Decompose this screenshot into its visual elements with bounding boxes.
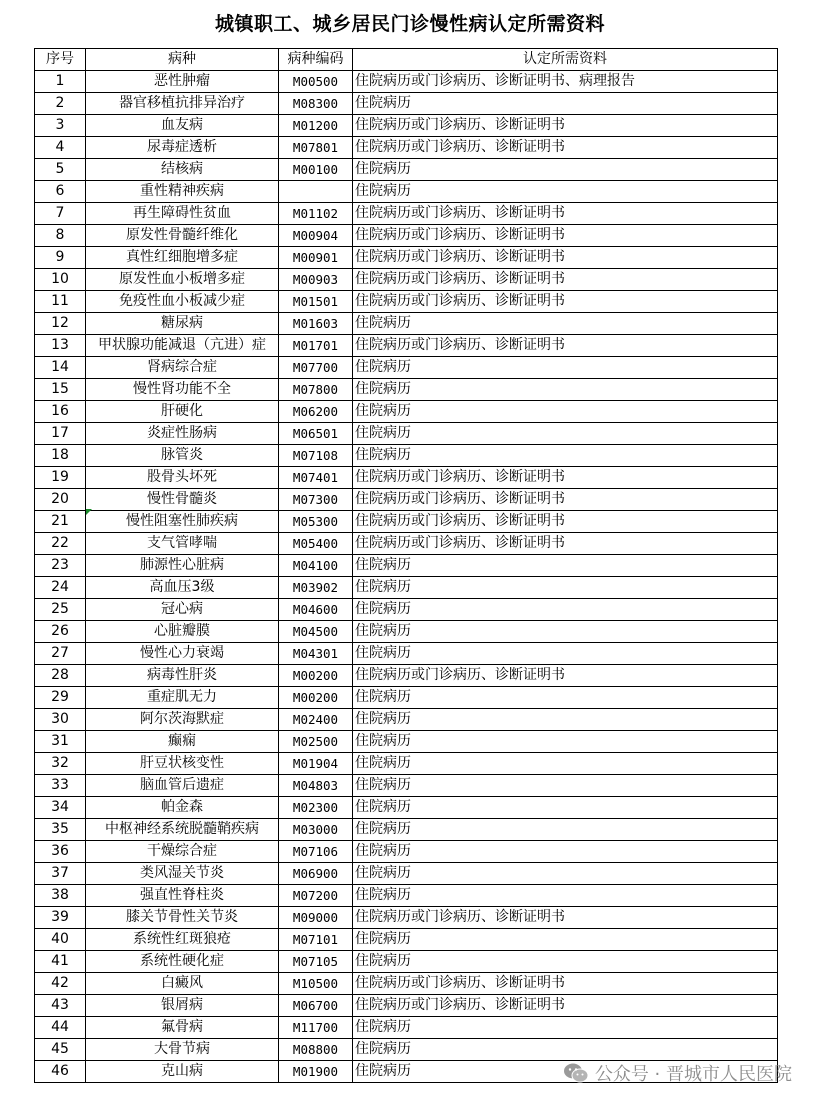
row-index: 22 xyxy=(35,533,86,555)
disease-code: M08300 xyxy=(279,93,353,115)
disease-name: 结核病 xyxy=(86,159,279,181)
disease-name: 系统性硬化症 xyxy=(86,951,279,973)
row-index: 28 xyxy=(35,665,86,687)
required-materials: 住院病历 xyxy=(353,951,778,973)
required-materials: 住院病历 xyxy=(353,379,778,401)
watermark xyxy=(563,1060,792,1086)
table-row xyxy=(35,445,778,467)
disease-code: M04100 xyxy=(279,555,353,577)
table-row xyxy=(35,973,778,995)
table-row xyxy=(35,93,778,115)
disease-name: 干燥综合症 xyxy=(86,841,279,863)
row-index: 4 xyxy=(35,137,86,159)
table-row xyxy=(35,511,778,533)
watermark-text: 公众号 · 晋城市人民医院 xyxy=(594,1064,792,1085)
disease-name: 银屑病 xyxy=(86,995,279,1017)
required-materials: 住院病历 xyxy=(353,181,778,203)
required-materials: 住院病历或门诊病历、诊断证明书 xyxy=(353,533,778,555)
table-row xyxy=(35,929,778,951)
disease-name: 慢性阻塞性肺疾病 xyxy=(86,511,279,533)
row-index: 10 xyxy=(35,269,86,291)
disease-name: 再生障碍性贫血 xyxy=(86,203,279,225)
table-row xyxy=(35,665,778,687)
disease-code: M07106 xyxy=(279,841,353,863)
disease-name: 心脏瓣膜 xyxy=(86,621,279,643)
row-index: 43 xyxy=(35,995,86,1017)
disease-code: M00904 xyxy=(279,225,353,247)
required-materials: 住院病历 xyxy=(353,423,778,445)
row-index: 21 xyxy=(35,511,86,533)
required-materials: 住院病历或门诊病历、诊断证明书 xyxy=(353,247,778,269)
table-row xyxy=(35,115,778,137)
disease-name: 支气管哮喘 xyxy=(86,533,279,555)
disease-name: 克山病 xyxy=(86,1061,279,1083)
table-row xyxy=(35,951,778,973)
disease-name: 慢性肾功能不全 xyxy=(86,379,279,401)
disease-code: M04803 xyxy=(279,775,353,797)
required-materials: 住院病历 xyxy=(353,819,778,841)
row-index: 6 xyxy=(35,181,86,203)
disease-name: 肝豆状核变性 xyxy=(86,753,279,775)
disease-name: 甲状腺功能减退（亢进）症 xyxy=(86,335,279,357)
table-row xyxy=(35,643,778,665)
disease-code: M01603 xyxy=(279,313,353,335)
row-index: 18 xyxy=(35,445,86,467)
row-index: 29 xyxy=(35,687,86,709)
table-row xyxy=(35,291,778,313)
table-row xyxy=(35,203,778,225)
row-index: 31 xyxy=(35,731,86,753)
required-materials: 住院病历 xyxy=(353,841,778,863)
row-index: 15 xyxy=(35,379,86,401)
table-row xyxy=(35,1039,778,1061)
disease-code: M03902 xyxy=(279,577,353,599)
table-row xyxy=(35,181,778,203)
table-row xyxy=(35,1017,778,1039)
row-index: 14 xyxy=(35,357,86,379)
header-materials: 认定所需资料 xyxy=(353,49,778,71)
required-materials: 住院病历 xyxy=(353,357,778,379)
disease-name: 慢性心力衰竭 xyxy=(86,643,279,665)
disease-code: M01501 xyxy=(279,291,353,313)
row-index: 13 xyxy=(35,335,86,357)
row-index: 5 xyxy=(35,159,86,181)
required-materials: 住院病历或门诊病历、诊断证明书 xyxy=(353,995,778,1017)
required-materials: 住院病历或门诊病历、诊断证明书 xyxy=(353,115,778,137)
disease-code: M00100 xyxy=(279,159,353,181)
required-materials: 住院病历 xyxy=(353,643,778,665)
required-materials: 住院病历或门诊病历、诊断证明书 xyxy=(353,291,778,313)
document-title: 城镇职工、城乡居民门诊慢性病认定所需资料 xyxy=(214,13,605,35)
disease-name: 大骨节病 xyxy=(86,1039,279,1061)
required-materials: 住院病历 xyxy=(353,599,778,621)
row-index: 12 xyxy=(35,313,86,335)
disease-code: M11700 xyxy=(279,1017,353,1039)
disease-code: M02400 xyxy=(279,709,353,731)
required-materials: 住院病历或门诊病历、诊断证明书 xyxy=(353,907,778,929)
required-materials: 住院病历或门诊病历、诊断证明书 xyxy=(353,335,778,357)
table-row xyxy=(35,819,778,841)
table-row xyxy=(35,247,778,269)
disease-code: M07300 xyxy=(279,489,353,511)
required-materials: 住院病历 xyxy=(353,709,778,731)
table-row xyxy=(35,753,778,775)
row-index: 38 xyxy=(35,885,86,907)
cell-comment-marker xyxy=(86,509,92,515)
row-index: 26 xyxy=(35,621,86,643)
disease-code xyxy=(279,181,353,203)
table-row xyxy=(35,423,778,445)
disease-name: 癫痫 xyxy=(86,731,279,753)
required-materials: 住院病历 xyxy=(353,93,778,115)
row-index: 7 xyxy=(35,203,86,225)
row-index: 46 xyxy=(35,1061,86,1083)
required-materials: 住院病历或门诊病历、诊断证明书 xyxy=(353,665,778,687)
disease-name: 股骨头坏死 xyxy=(86,467,279,489)
required-materials: 住院病历 xyxy=(353,313,778,335)
disease-name: 氟骨病 xyxy=(86,1017,279,1039)
header-disease: 病种 xyxy=(86,49,279,71)
row-index: 25 xyxy=(35,599,86,621)
disease-name: 炎症性肠病 xyxy=(86,423,279,445)
header-code: 病种编码 xyxy=(279,49,353,71)
disease-name: 肝硬化 xyxy=(86,401,279,423)
disease-name: 系统性红斑狼疮 xyxy=(86,929,279,951)
disease-code: M01904 xyxy=(279,753,353,775)
disease-code: M00200 xyxy=(279,687,353,709)
disease-code: M06900 xyxy=(279,863,353,885)
row-index: 2 xyxy=(35,93,86,115)
row-index: 8 xyxy=(35,225,86,247)
disease-name: 白癜风 xyxy=(86,973,279,995)
table-row xyxy=(35,379,778,401)
disease-name: 脉管炎 xyxy=(86,445,279,467)
row-index: 35 xyxy=(35,819,86,841)
disease-code: M09000 xyxy=(279,907,353,929)
table-row xyxy=(35,797,778,819)
disease-code: M05400 xyxy=(279,533,353,555)
required-materials: 住院病历或门诊病历、诊断证明书 xyxy=(353,137,778,159)
disease-name: 重症肌无力 xyxy=(86,687,279,709)
disease-code: M01701 xyxy=(279,335,353,357)
disease-code: M01102 xyxy=(279,203,353,225)
required-materials: 住院病历 xyxy=(353,555,778,577)
row-index: 39 xyxy=(35,907,86,929)
disease-name: 阿尔茨海默症 xyxy=(86,709,279,731)
required-materials: 住院病历或门诊病历、诊断证明书 xyxy=(353,467,778,489)
table-row xyxy=(35,335,778,357)
required-materials: 住院病历 xyxy=(353,1061,778,1083)
disease-name: 强直性脊柱炎 xyxy=(86,885,279,907)
disease-code: M06200 xyxy=(279,401,353,423)
table-row xyxy=(35,621,778,643)
table-row xyxy=(35,995,778,1017)
table-row xyxy=(35,401,778,423)
disease-code: M00903 xyxy=(279,269,353,291)
table-row xyxy=(35,687,778,709)
table-row xyxy=(35,841,778,863)
disease-code: M07101 xyxy=(279,929,353,951)
disease-code: M07108 xyxy=(279,445,353,467)
row-index: 33 xyxy=(35,775,86,797)
row-index: 16 xyxy=(35,401,86,423)
disease-name: 病毒性肝炎 xyxy=(86,665,279,687)
disease-name: 帕金森 xyxy=(86,797,279,819)
table-row xyxy=(35,269,778,291)
disease-code: M07800 xyxy=(279,379,353,401)
required-materials: 住院病历或门诊病历、诊断证明书 xyxy=(353,973,778,995)
required-materials: 住院病历或门诊病历、诊断证明书 xyxy=(353,489,778,511)
table-row xyxy=(35,489,778,511)
table-row xyxy=(35,907,778,929)
disease-code: M07200 xyxy=(279,885,353,907)
disease-code: M06700 xyxy=(279,995,353,1017)
required-materials: 住院病历 xyxy=(353,159,778,181)
disease-name: 中枢神经系统脱髓鞘疾病 xyxy=(86,819,279,841)
disease-code: M02500 xyxy=(279,731,353,753)
row-index: 34 xyxy=(35,797,86,819)
required-materials: 住院病历或门诊病历、诊断证明书 xyxy=(353,225,778,247)
table-row xyxy=(35,159,778,181)
required-materials: 住院病历 xyxy=(353,401,778,423)
disease-name: 重性精神疾病 xyxy=(86,181,279,203)
disease-code: M00500 xyxy=(279,71,353,93)
table-row xyxy=(35,71,778,93)
table-row xyxy=(35,731,778,753)
table-row xyxy=(35,313,778,335)
table-row xyxy=(35,467,778,489)
required-materials: 住院病历 xyxy=(353,1017,778,1039)
table-row xyxy=(35,709,778,731)
disease-code: M07105 xyxy=(279,951,353,973)
table-row xyxy=(35,137,778,159)
required-materials: 住院病历 xyxy=(353,885,778,907)
required-materials: 住院病历或门诊病历、诊断证明书、病理报告 xyxy=(353,71,778,93)
row-index: 36 xyxy=(35,841,86,863)
disease-code: M07801 xyxy=(279,137,353,159)
disease-code: M04500 xyxy=(279,621,353,643)
disease-code: M08800 xyxy=(279,1039,353,1061)
table-row xyxy=(35,555,778,577)
table-row xyxy=(35,357,778,379)
row-index: 44 xyxy=(35,1017,86,1039)
disease-code: M01200 xyxy=(279,115,353,137)
disease-code: M01900 xyxy=(279,1061,353,1083)
disease-name: 血友病 xyxy=(86,115,279,137)
required-materials: 住院病历 xyxy=(353,753,778,775)
disease-name: 膝关节骨性关节炎 xyxy=(86,907,279,929)
row-index: 41 xyxy=(35,951,86,973)
required-materials: 住院病历 xyxy=(353,577,778,599)
disease-code: M04600 xyxy=(279,599,353,621)
disease-name: 肾病综合症 xyxy=(86,357,279,379)
required-materials: 住院病历 xyxy=(353,775,778,797)
disease-name: 免疫性血小板减少症 xyxy=(86,291,279,313)
row-index: 27 xyxy=(35,643,86,665)
disease-code: M07401 xyxy=(279,467,353,489)
required-materials: 住院病历 xyxy=(353,1039,778,1061)
required-materials: 住院病历 xyxy=(353,863,778,885)
row-index: 23 xyxy=(35,555,86,577)
required-materials: 住院病历 xyxy=(353,621,778,643)
disease-name: 器官移植抗排异治疗 xyxy=(86,93,279,115)
table-row xyxy=(35,863,778,885)
row-index: 3 xyxy=(35,115,86,137)
disease-name: 脑血管后遗症 xyxy=(86,775,279,797)
row-index: 42 xyxy=(35,973,86,995)
required-materials: 住院病历 xyxy=(353,797,778,819)
wechat-icon xyxy=(563,1062,589,1084)
row-index: 32 xyxy=(35,753,86,775)
disease-table xyxy=(34,48,778,1083)
disease-code: M10500 xyxy=(279,973,353,995)
required-materials: 住院病历 xyxy=(353,445,778,467)
disease-code: M06501 xyxy=(279,423,353,445)
row-index: 20 xyxy=(35,489,86,511)
disease-name: 肺源性心脏病 xyxy=(86,555,279,577)
row-index: 40 xyxy=(35,929,86,951)
disease-code: M02300 xyxy=(279,797,353,819)
disease-name: 尿毒症透析 xyxy=(86,137,279,159)
row-index: 30 xyxy=(35,709,86,731)
row-index: 1 xyxy=(35,71,86,93)
table-row xyxy=(35,885,778,907)
disease-name: 高血压3级 xyxy=(86,577,279,599)
row-index: 9 xyxy=(35,247,86,269)
header-index: 序号 xyxy=(35,49,86,71)
table-row xyxy=(35,577,778,599)
required-materials: 住院病历 xyxy=(353,687,778,709)
row-index: 17 xyxy=(35,423,86,445)
disease-name: 类风湿关节炎 xyxy=(86,863,279,885)
disease-code: M07700 xyxy=(279,357,353,379)
required-materials: 住院病历或门诊病历、诊断证明书 xyxy=(353,269,778,291)
table-row xyxy=(35,599,778,621)
required-materials: 住院病历 xyxy=(353,929,778,951)
disease-name: 慢性骨髓炎 xyxy=(86,489,279,511)
required-materials: 住院病历 xyxy=(353,731,778,753)
disease-code: M03000 xyxy=(279,819,353,841)
row-index: 11 xyxy=(35,291,86,313)
row-index: 45 xyxy=(35,1039,86,1061)
disease-name: 糖尿病 xyxy=(86,313,279,335)
row-index: 37 xyxy=(35,863,86,885)
required-materials: 住院病历或门诊病历、诊断证明书 xyxy=(353,203,778,225)
table-row xyxy=(35,533,778,555)
disease-code: M05300 xyxy=(279,511,353,533)
disease-name: 原发性血小板增多症 xyxy=(86,269,279,291)
table-row xyxy=(35,775,778,797)
disease-code: M00901 xyxy=(279,247,353,269)
disease-name: 恶性肿瘤 xyxy=(86,71,279,93)
row-index: 19 xyxy=(35,467,86,489)
table-header-row xyxy=(35,49,778,71)
required-materials: 住院病历或门诊病历、诊断证明书 xyxy=(353,511,778,533)
table-row xyxy=(35,225,778,247)
disease-code: M00200 xyxy=(279,665,353,687)
row-index: 24 xyxy=(35,577,86,599)
disease-code: M04301 xyxy=(279,643,353,665)
disease-name: 冠心病 xyxy=(86,599,279,621)
disease-name: 真性红细胞增多症 xyxy=(86,247,279,269)
disease-name: 原发性骨髓纤维化 xyxy=(86,225,279,247)
